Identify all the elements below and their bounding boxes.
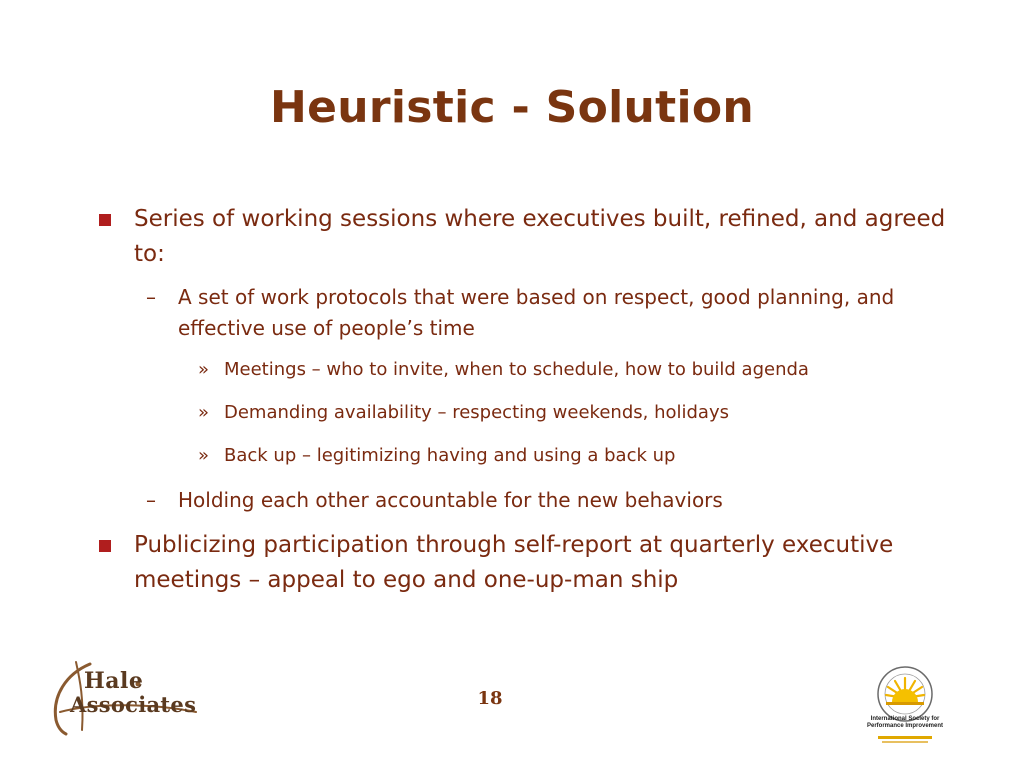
bullet-text: A set of work protocols that were based on respect, good planning, and effective use of people’s time: [178, 285, 895, 340]
chevron-bullet-icon: »: [198, 359, 210, 380]
bullet-level2: [96, 485, 966, 516]
chevron-bullet-icon: »: [198, 402, 210, 423]
bullet-level3: [96, 356, 966, 384]
bullet-level3: [96, 442, 966, 470]
hale-associates-logo: [46, 660, 216, 736]
bullet-text: Meetings – who to invite, when to schedule, how to build agenda: [224, 359, 809, 380]
logo-text-hale: Hale: [84, 668, 144, 694]
slide-content: [96, 202, 966, 608]
logo-text-associates: Associates: [70, 692, 197, 717]
seal-organization-name: International Society for Performance Improvement: [866, 716, 944, 729]
bullet-text: Back up – legitimizing having and using a back up: [224, 445, 676, 466]
bullet-text: Series of working sessions where executives built, refined, and agreed to:: [134, 206, 946, 267]
dash-bullet-icon: –: [146, 488, 156, 512]
bullet-level1: [96, 528, 966, 598]
seal-sun-icon: [862, 664, 948, 748]
bullet-level3: [96, 399, 966, 427]
bullet-level1: [96, 202, 966, 272]
bullet-text: Publicizing participation through self-report at quarterly executive meetings – appeal to ego and one-up-man ship: [134, 532, 894, 593]
square-bullet-icon: [99, 214, 111, 226]
bullet-level2: [96, 282, 966, 344]
page-number: 18: [477, 688, 503, 709]
certified-performance-technologist-seal: [862, 664, 948, 748]
chevron-bullet-icon: »: [198, 445, 210, 466]
bullet-text: Holding each other accountable for the new behaviors: [178, 488, 723, 512]
slide-title: Heuristic - Solution: [269, 82, 755, 133]
dash-bullet-icon: –: [146, 285, 156, 309]
bullet-text: Demanding availability – respecting weekends, holidays: [224, 402, 729, 423]
square-bullet-icon: [99, 540, 111, 552]
